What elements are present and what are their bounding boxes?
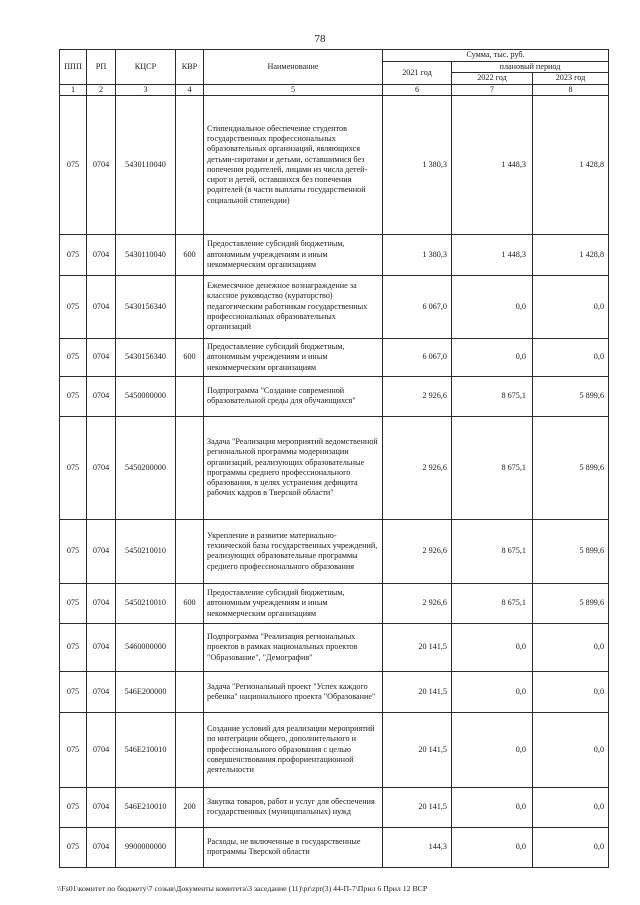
cell-name: Задача "Региональный проект "Успех каждого ребенка" национального проекта "Образование" (204, 671, 383, 712)
cell-name: Ежемесячное денежное вознаграждение за классное руководство (кураторство) педагогическим работникам государственных профессиональных образовательных организаций (204, 275, 383, 338)
cell-2021: 20 141,5 (383, 671, 452, 712)
cell-2022: 8 675,1 (452, 519, 533, 583)
cell-2021: 1 380,3 (383, 234, 452, 275)
cell-ppp: 075 (60, 712, 87, 787)
cell-ppp: 075 (60, 338, 87, 376)
cell-rp: 0704 (87, 416, 116, 519)
page-number: 78 (314, 33, 326, 45)
column-number: 5 (204, 84, 383, 95)
cell-kcsr: 5430156340 (116, 338, 176, 376)
cell-2022: 8 675,1 (452, 583, 533, 623)
header-ppp: ППП (60, 50, 87, 85)
cell-rp: 0704 (87, 519, 116, 583)
cell-name: Создание условий для реализации мероприятий по интеграции общего, дополнительного и профессионального образования с целью совершенствования профориентационной деятельности (204, 712, 383, 787)
cell-ppp: 075 (60, 275, 87, 338)
cell-2021: 2 926,6 (383, 583, 452, 623)
cell-rp: 0704 (87, 583, 116, 623)
cell-kvr: 200 (176, 787, 204, 827)
table-row (60, 787, 609, 827)
cell-2021: 20 141,5 (383, 787, 452, 827)
cell-ppp: 075 (60, 376, 87, 416)
cell-2021: 2 926,6 (383, 416, 452, 519)
cell-kcsr: 5430156340 (116, 275, 176, 338)
header-rp: РП (87, 50, 116, 85)
cell-rp: 0704 (87, 95, 116, 234)
cell-kvr: 600 (176, 583, 204, 623)
cell-name: Укрепление и развитие материально-технической базы государственных учреждений, реализующих образовательные программы среднего профессионального образования (204, 519, 383, 583)
header-2021: 2021 год (383, 62, 452, 85)
column-numbers-row (60, 84, 609, 95)
table-row (60, 519, 609, 583)
cell-name: Задача "Реализация мероприятий ведомственной региональной программы модернизации организаций, реализующих образовательные программы среднего профессионального образования, в целях устранения дефицита рабочих кадров в Тверской области" (204, 416, 383, 519)
cell-kcsr: 5450000000 (116, 376, 176, 416)
cell-ppp: 075 (60, 583, 87, 623)
cell-kcsr: 5450210010 (116, 583, 176, 623)
cell-2021: 2 926,6 (383, 376, 452, 416)
cell-kcsr: 546E210010 (116, 787, 176, 827)
table-row (60, 234, 609, 275)
cell-kcsr: 5450200000 (116, 416, 176, 519)
table-row (60, 416, 609, 519)
cell-2022: 0,0 (452, 275, 533, 338)
header-2022: 2022 год (452, 73, 533, 84)
cell-name: Предоставление субсидий бюджетным, автономным учреждениям и иным некоммерческим организациям (204, 583, 383, 623)
column-number: 1 (60, 84, 87, 95)
cell-rp: 0704 (87, 338, 116, 376)
table-row (60, 712, 609, 787)
header-2023: 2023 год (533, 73, 609, 84)
cell-kvr (176, 623, 204, 671)
table-row (60, 95, 609, 234)
cell-kcsr: 5430110040 (116, 234, 176, 275)
cell-kvr (176, 95, 204, 234)
cell-kcsr: 546E200000 (116, 671, 176, 712)
cell-2022: 1 448,3 (452, 95, 533, 234)
cell-name: Стипендиальное обеспечение студентов государственных профессиональных образовательных организаций, являющихся детьми-сиротами и детьми, оставшимися без попечения родителей, лицами из числа детей-сирот и детей, оставшихся без попечения родителей (в части выплаты государственной социальной стипендии) (204, 95, 383, 234)
table-row (60, 623, 609, 671)
column-number: 2 (87, 84, 116, 95)
cell-2022: 8 675,1 (452, 416, 533, 519)
table-row (60, 275, 609, 338)
cell-kvr: 600 (176, 338, 204, 376)
cell-ppp: 075 (60, 787, 87, 827)
cell-2022: 0,0 (452, 712, 533, 787)
cell-rp: 0704 (87, 787, 116, 827)
table-row (60, 671, 609, 712)
table-body (60, 95, 609, 867)
header-sum: Сумма, тыс. руб. (383, 50, 609, 62)
cell-kcsr: 5460000000 (116, 623, 176, 671)
cell-2023: 0,0 (533, 712, 609, 787)
cell-2022: 0,0 (452, 787, 533, 827)
cell-2022: 0,0 (452, 623, 533, 671)
cell-kvr (176, 416, 204, 519)
column-number: 4 (176, 84, 204, 95)
cell-ppp: 075 (60, 671, 87, 712)
cell-ppp: 075 (60, 827, 87, 867)
cell-kvr (176, 671, 204, 712)
cell-2023: 5 899,6 (533, 519, 609, 583)
cell-2021: 2 926,6 (383, 519, 452, 583)
cell-2023: 0,0 (533, 787, 609, 827)
column-number: 8 (533, 84, 609, 95)
header-kcsr: КЦСР (116, 50, 176, 85)
cell-name: Расходы, не включенные в государственные программы Тверской области (204, 827, 383, 867)
cell-rp: 0704 (87, 827, 116, 867)
file-path-footer: \\Fs01\комитет по бюджету\7 созыв\Документы комитета\3 заседание (11)\pr\zpr(3) 44-П-7\Прил 6 Прил 12 ВСР (57, 884, 428, 893)
cell-kvr (176, 827, 204, 867)
table-row (60, 827, 609, 867)
table-row (60, 583, 609, 623)
cell-kvr (176, 376, 204, 416)
cell-2022: 1 448,3 (452, 234, 533, 275)
cell-kvr (176, 712, 204, 787)
header-plan-period: плановый период (452, 62, 609, 73)
cell-rp: 0704 (87, 712, 116, 787)
cell-kvr (176, 519, 204, 583)
cell-rp: 0704 (87, 376, 116, 416)
cell-2022: 0,0 (452, 338, 533, 376)
cell-kvr (176, 275, 204, 338)
cell-kvr: 600 (176, 234, 204, 275)
budget-table (59, 49, 609, 868)
cell-2021: 144,3 (383, 827, 452, 867)
cell-name: Подпрограмма "Реализация региональных проектов в рамках национальных проектов "Образование", "Демография" (204, 623, 383, 671)
cell-rp: 0704 (87, 234, 116, 275)
cell-name: Предоставление субсидий бюджетным, автономным учреждениям и иным некоммерческим организациям (204, 234, 383, 275)
cell-2023: 1 428,8 (533, 234, 609, 275)
cell-2022: 0,0 (452, 671, 533, 712)
cell-name: Предоставление субсидий бюджетным, автономным учреждениям и иным некоммерческим организациям (204, 338, 383, 376)
cell-ppp: 075 (60, 519, 87, 583)
header-kvr: КВР (176, 50, 204, 85)
table-row (60, 338, 609, 376)
cell-kcsr: 5430110040 (116, 95, 176, 234)
cell-2023: 1 428,8 (533, 95, 609, 234)
cell-2022: 8 675,1 (452, 376, 533, 416)
header-name: Наименование (204, 50, 383, 85)
cell-rp: 0704 (87, 275, 116, 338)
table-header (60, 50, 609, 96)
cell-2023: 0,0 (533, 623, 609, 671)
cell-rp: 0704 (87, 671, 116, 712)
cell-ppp: 075 (60, 416, 87, 519)
cell-2021: 20 141,5 (383, 623, 452, 671)
cell-2023: 0,0 (533, 671, 609, 712)
cell-2023: 5 899,6 (533, 583, 609, 623)
cell-kcsr: 546E210010 (116, 712, 176, 787)
cell-2023: 0,0 (533, 827, 609, 867)
cell-2023: 0,0 (533, 275, 609, 338)
cell-name: Закупка товаров, работ и услуг для обеспечения государственных (муниципальных) нужд (204, 787, 383, 827)
cell-kcsr: 5450210010 (116, 519, 176, 583)
cell-2022: 0,0 (452, 827, 533, 867)
cell-2021: 20 141,5 (383, 712, 452, 787)
table-row (60, 376, 609, 416)
cell-2021: 6 067,0 (383, 275, 452, 338)
cell-ppp: 075 (60, 95, 87, 234)
column-number: 6 (383, 84, 452, 95)
cell-2023: 5 899,6 (533, 376, 609, 416)
cell-2021: 6 067,0 (383, 338, 452, 376)
column-number: 7 (452, 84, 533, 95)
cell-ppp: 075 (60, 234, 87, 275)
cell-ppp: 075 (60, 623, 87, 671)
column-number: 3 (116, 84, 176, 95)
cell-2023: 0,0 (533, 338, 609, 376)
cell-2021: 1 380,3 (383, 95, 452, 234)
cell-rp: 0704 (87, 623, 116, 671)
cell-kcsr: 9900000000 (116, 827, 176, 867)
cell-2023: 5 899,6 (533, 416, 609, 519)
cell-name: Подпрограмма "Создание современной образовательной среды для обучающихся" (204, 376, 383, 416)
